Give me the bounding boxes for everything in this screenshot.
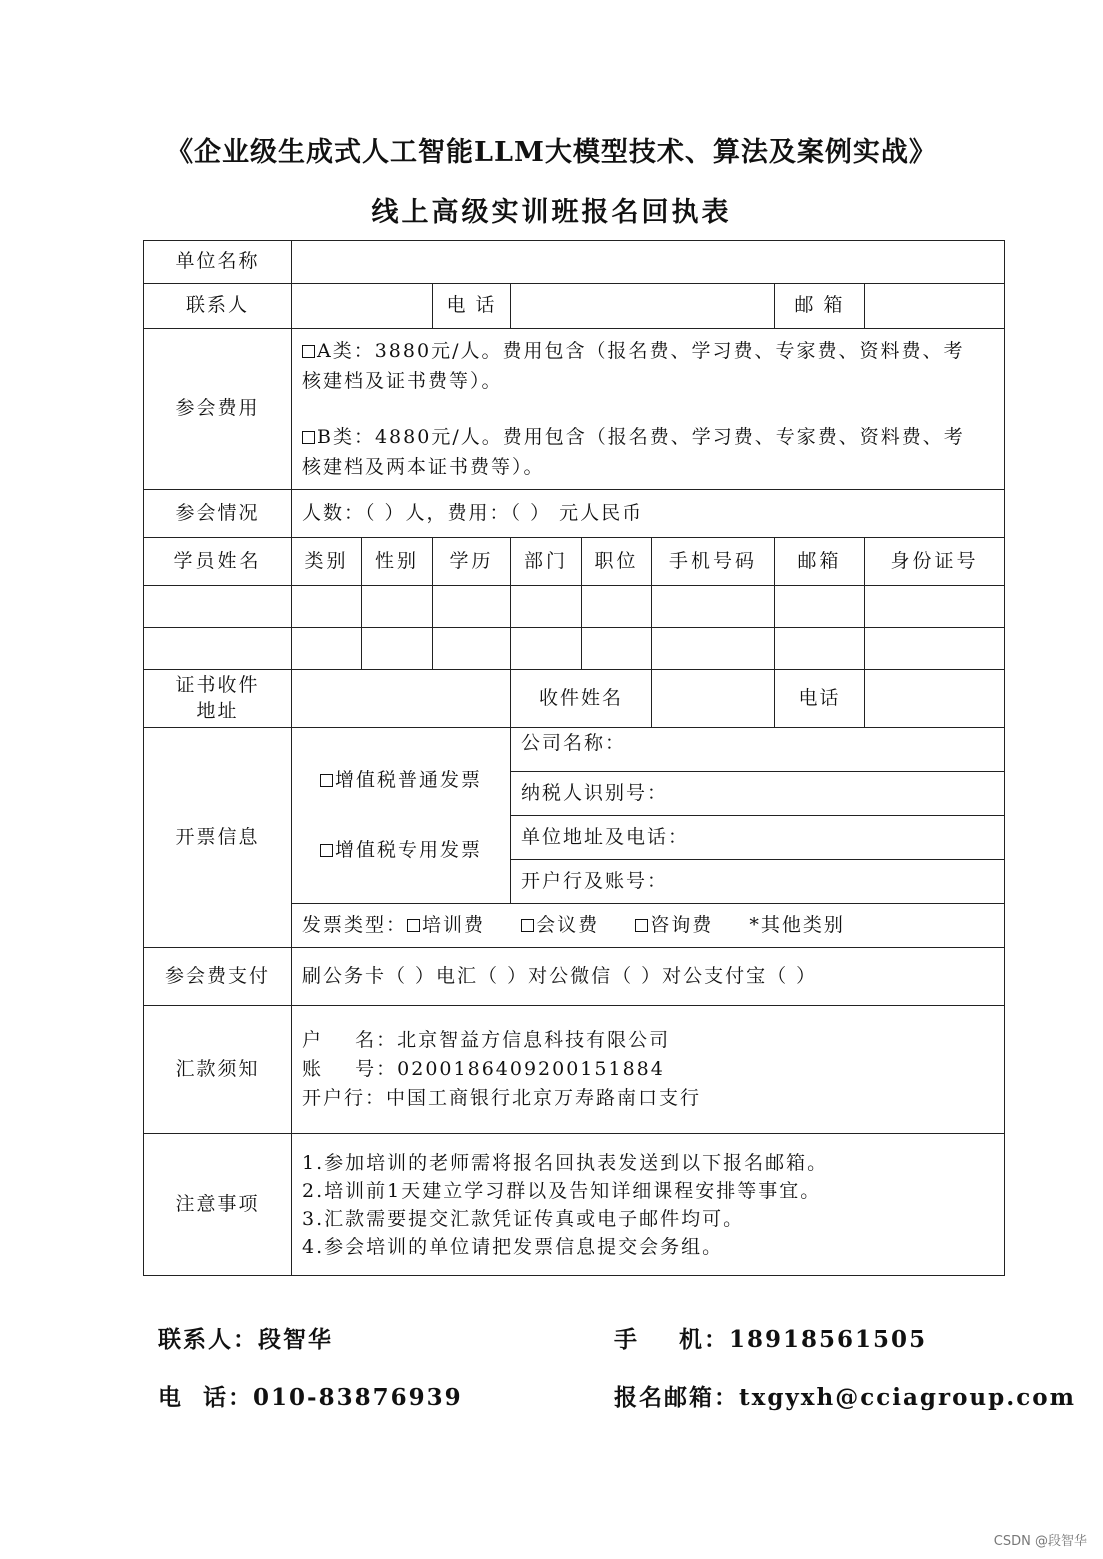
receiver-phone-label: 电话 bbox=[775, 670, 865, 728]
invoice-normal-option[interactable] bbox=[302, 768, 500, 794]
payment-label: 参会费支付 bbox=[144, 948, 292, 1006]
bank-account-field[interactable] bbox=[511, 860, 1005, 904]
receiver-phone-field[interactable] bbox=[865, 670, 1005, 728]
receiver-name-label: 收件姓名 bbox=[511, 670, 652, 728]
student-cell[interactable] bbox=[433, 586, 511, 628]
taxpayer-id-field[interactable] bbox=[511, 772, 1005, 816]
student-cell[interactable] bbox=[144, 586, 292, 628]
header-id-number: 身份证号 bbox=[865, 538, 1005, 586]
form-title-line2: 线上高级实训班报名回执表 bbox=[371, 197, 732, 228]
footer-phone: 电 话：010-83876939 bbox=[158, 1384, 463, 1411]
fee-option-b[interactable] bbox=[302, 422, 994, 452]
footer-contact: 联系人：段智华 bbox=[158, 1326, 333, 1353]
header-student-name: 学员姓名 bbox=[144, 538, 292, 586]
company-name-field[interactable] bbox=[511, 728, 1005, 772]
attend-info[interactable]: 人数：（ ）人，费用：（ ） 元人民币 bbox=[292, 490, 1005, 538]
fee-option-a[interactable] bbox=[302, 336, 994, 366]
student-row bbox=[144, 628, 1005, 670]
meeting-checkbox[interactable] bbox=[521, 919, 534, 932]
cert-address-label-line2: 地址 bbox=[196, 699, 239, 722]
invoice-type-prefix: 发票类型： bbox=[302, 913, 408, 936]
contact-label: 联系人 bbox=[144, 284, 292, 329]
invoice-normal-checkbox[interactable] bbox=[320, 774, 333, 787]
cert-address-label bbox=[144, 670, 292, 728]
student-cell[interactable] bbox=[582, 628, 652, 670]
invoice-type-other[interactable]: *其他类别 bbox=[749, 913, 845, 936]
student-cell[interactable] bbox=[433, 628, 511, 670]
student-cell[interactable] bbox=[292, 586, 362, 628]
invoice-label: 开票信息 bbox=[144, 728, 292, 948]
registration-form-table bbox=[143, 240, 1005, 1276]
remit-account-number: 账 号：0200186409200151884 bbox=[302, 1058, 665, 1080]
student-cell[interactable] bbox=[582, 586, 652, 628]
note-item: 3.汇款需要提交汇款凭证传真或电子邮件均可。 bbox=[302, 1207, 745, 1230]
invoice-kind-cell bbox=[292, 728, 511, 904]
bank-account-label: 开户行及账号： bbox=[521, 869, 669, 892]
address-phone-field[interactable] bbox=[511, 816, 1005, 860]
remit-account-name: 户 名：北京智益方信息科技有限公司 bbox=[302, 1029, 671, 1051]
training-text: 培训费 bbox=[422, 913, 486, 936]
invoice-type-meeting[interactable] bbox=[521, 914, 599, 936]
attend-label: 参会情况 bbox=[144, 490, 292, 538]
invoice-special-text: 增值税专用发票 bbox=[334, 838, 482, 861]
cert-address-label-line1: 证书收件 bbox=[175, 673, 260, 696]
header-category: 类别 bbox=[292, 538, 362, 586]
note-item: 4.参会培训的单位请把发票信息提交会务组。 bbox=[302, 1235, 724, 1258]
student-cell[interactable] bbox=[362, 628, 433, 670]
header-email: 邮箱 bbox=[775, 538, 865, 586]
watermark: CSDN @段智华 bbox=[993, 1534, 1087, 1549]
header-mobile: 手机号码 bbox=[652, 538, 775, 586]
fee-b-checkbox[interactable] bbox=[302, 431, 315, 444]
fee-a-text-1: A类：3880元/人。费用包含（报名费、学习费、专家费、资料费、考 bbox=[317, 340, 965, 362]
student-cell[interactable] bbox=[144, 628, 292, 670]
fee-b-text-2: 核建档及两本证书费等）。 bbox=[302, 456, 545, 478]
consult-text: 咨询费 bbox=[650, 913, 714, 936]
consult-checkbox[interactable] bbox=[635, 919, 648, 932]
student-cell[interactable] bbox=[775, 628, 865, 670]
invoice-special-checkbox[interactable] bbox=[320, 844, 333, 857]
phone-label: 电 话 bbox=[433, 284, 511, 329]
invoice-type-training[interactable] bbox=[407, 914, 485, 936]
header-department: 部门 bbox=[511, 538, 582, 586]
training-checkbox[interactable] bbox=[407, 919, 420, 932]
student-row bbox=[144, 586, 1005, 628]
receiver-name-field[interactable] bbox=[652, 670, 775, 728]
invoice-type-consult[interactable] bbox=[635, 914, 713, 936]
student-cell[interactable] bbox=[362, 586, 433, 628]
remit-info bbox=[292, 1006, 1005, 1134]
fee-options bbox=[292, 329, 1005, 490]
cert-address-field[interactable] bbox=[292, 670, 511, 728]
student-cell[interactable] bbox=[775, 586, 865, 628]
phone-field[interactable] bbox=[511, 284, 775, 329]
fee-b-text-1: B类：4880元/人。费用包含（报名费、学习费、专家费、资料费、考 bbox=[317, 426, 965, 448]
fee-a-checkbox[interactable] bbox=[302, 345, 315, 358]
remit-bank: 开户行：中国工商银行北京万寿路南口支行 bbox=[302, 1087, 702, 1109]
student-cell[interactable] bbox=[652, 586, 775, 628]
note-item: 1.参加培训的老师需将报名回执表发送到以下报名邮箱。 bbox=[302, 1151, 829, 1174]
form-title-line1: 《企业级生成式人工智能LLM大模型技术、算法及案例实战》 bbox=[166, 137, 937, 168]
email-label: 邮 箱 bbox=[775, 284, 865, 329]
email-field[interactable] bbox=[865, 284, 1005, 329]
fee-a-text-2: 核建档及证书费等）。 bbox=[302, 370, 503, 392]
payment-options[interactable]: 刷公务卡（ ）电汇（ ）对公微信（ ）对公支付宝（ ） bbox=[292, 948, 1005, 1006]
invoice-special-option[interactable] bbox=[302, 838, 500, 864]
header-position: 职位 bbox=[582, 538, 652, 586]
invoice-type-row bbox=[292, 904, 1005, 948]
unit-name-field[interactable] bbox=[292, 241, 1005, 284]
notes-list bbox=[292, 1134, 1005, 1276]
notes-label: 注意事项 bbox=[144, 1134, 292, 1276]
fee-label: 参会费用 bbox=[144, 329, 292, 490]
student-cell[interactable] bbox=[511, 628, 582, 670]
taxpayer-id-label: 纳税人识别号： bbox=[521, 781, 669, 804]
student-cell[interactable] bbox=[865, 586, 1005, 628]
company-name-label: 公司名称： bbox=[521, 732, 627, 754]
student-cell[interactable] bbox=[652, 628, 775, 670]
remit-label: 汇款须知 bbox=[144, 1006, 292, 1134]
invoice-normal-text: 增值税普通发票 bbox=[334, 768, 482, 791]
footer-email: 报名邮箱：txgyxh@cciagroup.com bbox=[614, 1384, 1076, 1411]
footer-mobile: 手 机：18918561505 bbox=[614, 1326, 928, 1353]
header-education: 学历 bbox=[433, 538, 511, 586]
address-phone-label: 单位地址及电话： bbox=[521, 825, 690, 848]
student-cell[interactable] bbox=[511, 586, 582, 628]
student-cell[interactable] bbox=[865, 628, 1005, 670]
student-cell[interactable] bbox=[292, 628, 362, 670]
meeting-text: 会议费 bbox=[536, 913, 600, 936]
note-item: 2.培训前1天建立学习群以及告知详细课程安排等事宜。 bbox=[302, 1179, 822, 1202]
header-gender: 性别 bbox=[362, 538, 433, 586]
unit-name-label: 单位名称 bbox=[144, 241, 292, 284]
contact-field[interactable] bbox=[292, 284, 433, 329]
